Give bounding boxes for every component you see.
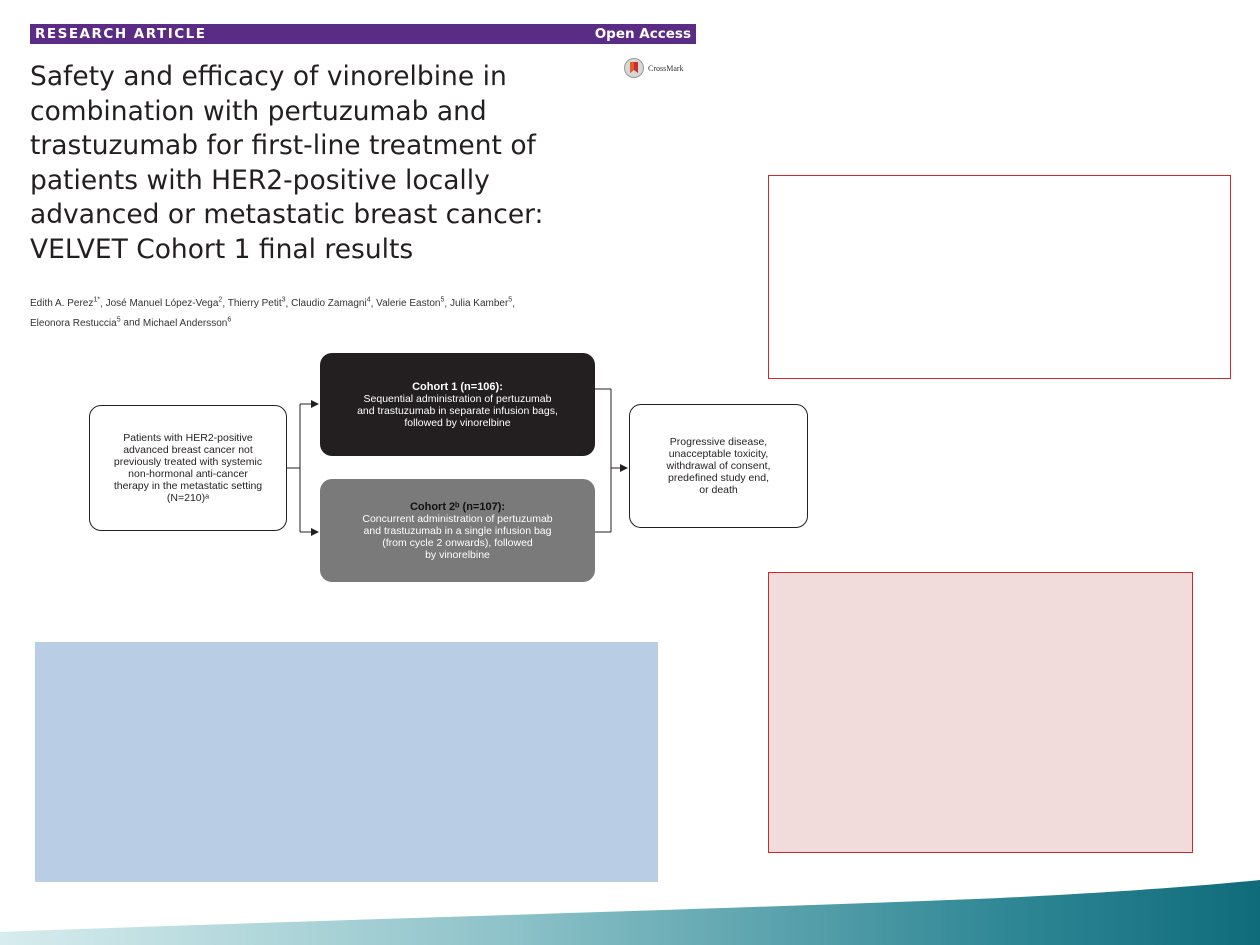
box-text-line: unacceptable toxicity,: [668, 448, 769, 460]
box-text-line: (N=210)ᵃ: [166, 492, 210, 504]
title-line: Safety and efficacy of vinorelbine in: [30, 61, 507, 92]
box-text-line: followed by vinorelbine: [404, 416, 511, 429]
author-affiliation: 2: [218, 297, 223, 304]
title-line: trastuzumab for first-line treatment of: [30, 130, 536, 161]
author-name[interactable]: Julia Kamber$^5$: [449, 297, 513, 310]
author-affiliation: 5: [116, 316, 121, 324]
box-text-line: Progressive disease,: [669, 436, 768, 448]
author-affiliation: 5: [440, 297, 445, 304]
article-type-label: RESEARCH ARTICLE: [35, 26, 207, 42]
author-affiliation: 6: [227, 316, 232, 324]
author-affiliation: 4: [366, 297, 371, 304]
author-name[interactable]: Claudio Zamagni$^4$: [291, 297, 371, 310]
box-text-line: advanced breast cancer not: [123, 444, 253, 456]
box-text-line: previously treated with systemic: [113, 456, 263, 468]
box-text-line: predefined study end,: [668, 472, 769, 484]
author-name[interactable]: Eleonora Restuccia$^5$: [30, 316, 121, 329]
blue-placeholder: [35, 642, 658, 882]
box-text-line: and trastuzumab in a single infusion bag: [363, 524, 552, 537]
box-text-line: non-hormonal anti-cancer: [128, 468, 248, 480]
box-text-line: withdrawal of consent,: [666, 460, 771, 472]
box-text-line: by vinorelbine: [425, 548, 490, 561]
author-affiliation: 1*: [93, 297, 100, 304]
title-line: VELVET Cohort 1 final results: [30, 233, 414, 265]
author-name[interactable]: José Manuel López-Vega$^2$: [105, 297, 223, 310]
cohort-2-box: [320, 479, 595, 582]
author-name[interactable]: Valerie Easton$^5$: [376, 297, 445, 310]
authors-conjunction: and: [123, 317, 141, 329]
box-heading: Cohort 2ᵇ (n=107):: [409, 500, 506, 513]
box-text-line: Sequential administration of pertuzumab: [363, 392, 552, 405]
red-outline-placeholder: [768, 175, 1231, 379]
title-line: patients with HER2-positive locally: [30, 164, 490, 196]
box-text-line: therapy in the metastatic setting: [113, 480, 263, 492]
author-affiliation: 3: [281, 297, 286, 304]
author-name[interactable]: Edith A. Perez$^{1*}$: [30, 297, 100, 310]
author-list: Edith A. Perez$^{1*}$, José Manuel López-Vega$^2$, Thierry Petit$^3$, Claudio Zamagni$^4$, Valerie Easton$^5$, Julia Kamber$^5$, Eleonora Restuccia$^5$ and Michael Andersson$^6$: [30, 297, 515, 329]
crossmark-label: CrossMark: [648, 63, 684, 73]
box-heading: Cohort 1 (n=106):: [412, 380, 503, 393]
author-affiliation: 5: [508, 297, 513, 304]
box-text-line: or death: [699, 484, 738, 496]
box-text-line: (from cycle 2 onwards), followed: [382, 536, 533, 549]
pink-placeholder: [768, 572, 1193, 853]
footer-wave: [0, 880, 1260, 945]
title-line: advanced or metastatic breast cancer:: [30, 199, 544, 230]
cohort-1-box: [320, 353, 595, 456]
endpoint-box: [629, 404, 808, 528]
author-name[interactable]: Michael Andersson$^6$: [142, 316, 232, 329]
title-line: combination with pertuzumab and: [30, 95, 487, 127]
box-text-line: Concurrent administration of pertuzumab: [362, 512, 553, 525]
patients-to-cohorts-connector: [287, 404, 318, 532]
patients-box: [89, 405, 287, 531]
open-access-label: Open Access: [594, 26, 691, 42]
cohorts-to-endpoint-connector: [595, 389, 627, 532]
box-text-line: Patients with HER2-positive: [123, 432, 253, 444]
box-text-line: and trastuzumab in separate infusion bags,: [357, 404, 558, 417]
author-name[interactable]: Thierry Petit$^3$: [227, 297, 286, 310]
